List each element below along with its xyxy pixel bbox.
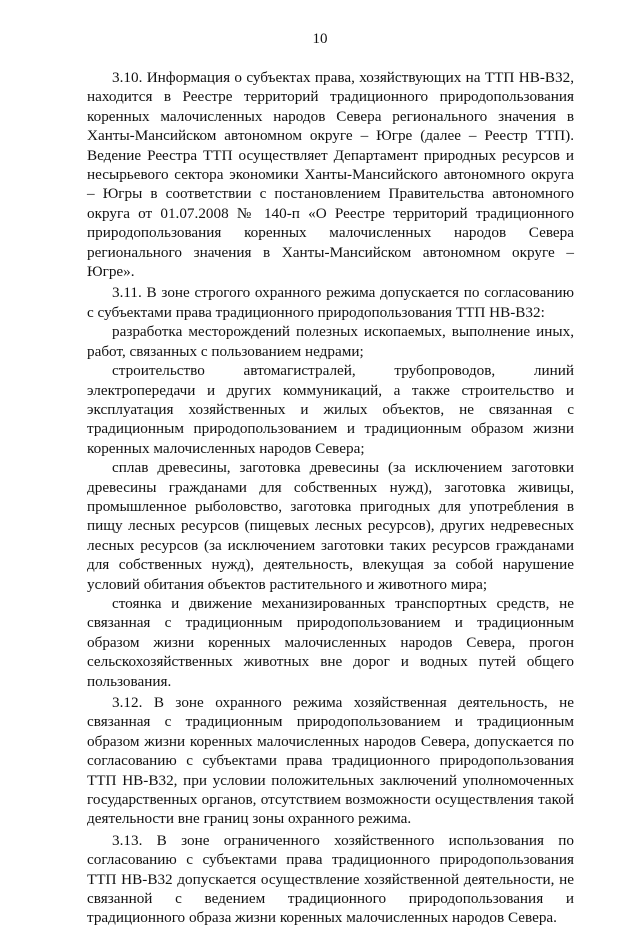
paragraph-3-12: 3.12. В зоне охранного режима хозяйственная деятельность, не связанная с традиционным природопользованием и традиционным образом жизни коренных малочисленных народов Севера, допускается по согласованию с субъектами права традиционного природопользования ТТП НВ-В32, при условии положительных заключений уполномоченных государственных органов, отсутствием возможности осуществления такой деятельности вне границ зоны охранного режима.	[87, 694, 574, 828]
page-number: 10	[312, 31, 328, 47]
paragraph-3-11: 3.11. В зоне строгого охранного режима допускается по согласованию с субъектами права традиционного природопользования ТТП НВ-В32:	[87, 284, 574, 321]
list-item-mining: разработка месторождений полезных ископаемых, выполнение иных, работ, связанных с пользованием недрами;	[87, 323, 574, 360]
list-item-timber: сплав древесины, заготовка древесины (за исключением заготовки древесины гражданами для собственных нужд), заготовка живицы, промышленное рыболовство, заготовка пригодных для употребления в пищу лесных ресурсов (пищевых лесных ресурсов), других недревесных лесных ресурсов (за исключением заготовки таких ресурсов гражданами для собственных нужд), деятельность, влекущая за собой нарушение условий обитания объектов растительного и животного мира;	[87, 459, 574, 593]
list-item-transport: стоянка и движение механизированных транспортных средств, не связанная с традиционным природопользованием и традиционным образом жизни коренных малочисленных народов Севера, прогон сельскохозяйственных животных вне дорог и водных путей общего пользования.	[87, 594, 574, 690]
document-body	[87, 68, 574, 930]
paragraph-3-13: 3.13. В зоне ограниченного хозяйственного использования по согласованию с субъектами права традиционного природопользования ТТП НВ-В32 допускается осуществление хозяйственной деятельности, не связанной с ведением традиционного природопользования и традиционного образа жизни коренных малочисленных народов Севера.	[87, 831, 574, 927]
paragraph-3-10: 3.10. Информация о субъектах права, хозяйствующих на ТТП НВ-В32, находится в Реестре территорий традиционного природопользования коренных малочисленных народов Севера регионального значения в Ханты-Мансийском автономном округе – Югре (далее – Реестр ТТП). Ведение Реестра ТТП осуществляет Департамент природных ресурсов и несырьевого сектора экономики Ханты-Мансийского автономного округа – Югры в соответствии с постановлением Правительства автономного округа от 01.07.2008 № 140-п «О Реестре территорий традиционного природопользования коренных малочисленных народов Севера регионального значения в Ханты-Мансийском автономном округе – Югре».	[87, 69, 574, 281]
list-item-construction: строительство автомагистралей, трубопроводов, линий электропередачи и других коммуникаций, а также строительство и эксплуатация хозяйственных и жилых объектов, не связанная с традиционным природопользованием и традиционным образом жизни коренных малочисленных народов Севера;	[87, 362, 574, 457]
